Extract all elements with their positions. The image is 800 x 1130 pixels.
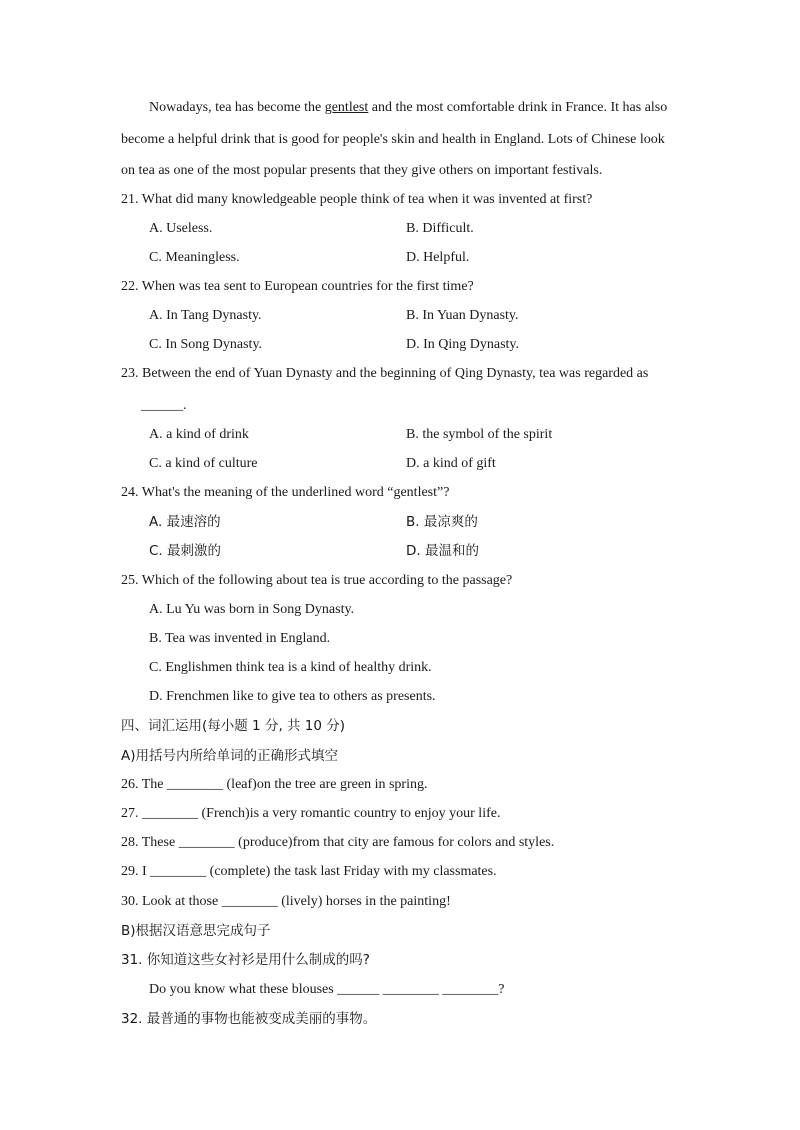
q21-option-a: A. Useless. (149, 221, 213, 236)
item-32-chinese: 32. 最普通的事物也能被变成美丽的事物。 (121, 1011, 377, 1027)
q23-option-d: D. a kind of gift (406, 456, 496, 471)
q22-option-b: B. In Yuan Dynasty. (406, 308, 519, 323)
item-29: 29. I ________ (complete) the task last Friday with my classmates. (121, 864, 497, 879)
q24-option-d: D. 最温和的 (406, 543, 479, 559)
q22-option-c: C. In Song Dynasty. (149, 337, 263, 352)
q25-option-d: D. Frenchmen like to give tea to others as presents. (149, 689, 436, 704)
passage-text: and the most comfortable drink in France. It has also (368, 100, 668, 115)
q23-option-b: B. the symbol of the spirit (406, 427, 553, 442)
question-23-blank: ______. (141, 398, 187, 413)
q22-option-a: A. In Tang Dynasty. (149, 308, 262, 323)
part-a-title: A)用括号内所给单词的正确形式填空 (121, 748, 339, 764)
q25-option-c: C. Englishmen think tea is a kind of healthy drink. (149, 660, 432, 675)
item-31-chinese: 31. 你知道这些女衬衫是用什么制成的吗? (121, 952, 370, 968)
question-24-stem: 24. What's the meaning of the underlined word “gentlest”? (121, 485, 450, 500)
item-27: 27. ________ (French)is a very romantic country to enjoy your life. (121, 806, 501, 821)
q24-option-c: C. 最刺激的 (149, 543, 222, 559)
passage-line-1 (149, 99, 667, 117)
question-22-stem: 22. When was tea sent to European countries for the first time? (121, 279, 474, 294)
item-26: 26. The ________ (leaf)on the tree are green in spring. (121, 777, 428, 792)
passage-line-3: on tea as one of the most popular presents that they give others on important festivals. (121, 163, 603, 178)
item-28: 28. These ________ (produce)from that city are famous for colors and styles. (121, 835, 555, 850)
q22-option-d: D. In Qing Dynasty. (406, 337, 520, 352)
q21-option-b: B. Difficult. (406, 221, 474, 236)
question-21-stem: 21. What did many knowledgeable people think of tea when it was invented at first? (121, 192, 593, 207)
section-4-title: 四、词汇运用(每小题 1 分, 共 10 分) (121, 718, 346, 734)
item-30: 30. Look at those ________ (lively) horses in the painting! (121, 894, 451, 909)
q21-option-d: D. Helpful. (406, 250, 470, 265)
q23-option-c: C. a kind of culture (149, 456, 258, 471)
q23-option-a: A. a kind of drink (149, 427, 249, 442)
q24-option-b: B. 最凉爽的 (406, 514, 478, 530)
question-23-stem: 23. Between the end of Yuan Dynasty and the beginning of Qing Dynasty, tea was regarded as (121, 366, 649, 381)
question-25-stem: 25. Which of the following about tea is true according to the passage? (121, 573, 513, 588)
q24-option-a: A. 最速溶的 (149, 514, 221, 530)
item-31-english: Do you know what these blouses ______ ________ ________? (149, 982, 505, 997)
passage-line-2: become a helpful drink that is good for people's skin and health in England. Lots of Chinese look (121, 132, 665, 147)
passage-text: Nowadays, tea has become the (149, 100, 325, 115)
q25-option-b: B. Tea was invented in England. (149, 631, 331, 646)
part-b-title: B)根据汉语意思完成句子 (121, 923, 271, 939)
q21-option-c: C. Meaningless. (149, 250, 240, 265)
underlined-word: gentlest (324, 100, 369, 115)
q25-option-a: A. Lu Yu was born in Song Dynasty. (149, 602, 355, 617)
